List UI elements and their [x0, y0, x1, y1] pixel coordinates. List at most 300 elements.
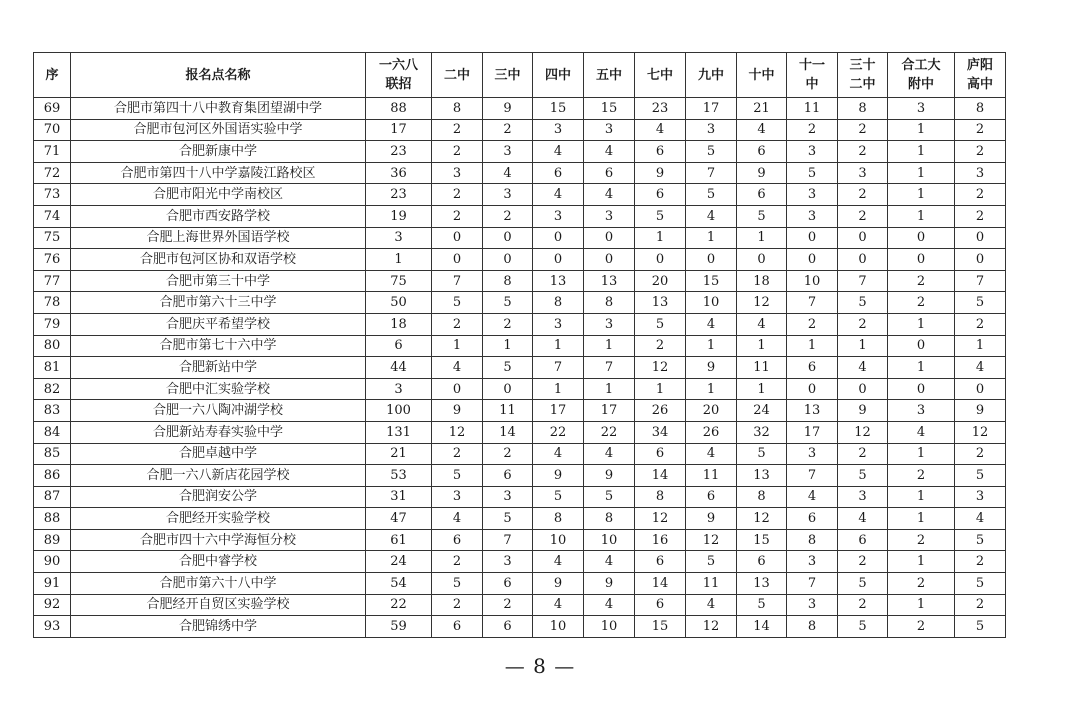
- row-school-name: 合肥新站中学: [71, 357, 366, 379]
- row-seq: 87: [34, 486, 71, 508]
- row-seq: 92: [34, 594, 71, 616]
- row-quota-value: 3: [787, 551, 838, 573]
- row-quota-value: 3: [584, 119, 635, 141]
- row-quota-value: 0: [635, 249, 686, 271]
- row-quota-value: 0: [838, 249, 888, 271]
- row-quota-value: 9: [533, 465, 584, 487]
- row-quota-value: 5: [955, 616, 1006, 638]
- row-school-name: 合肥经开实验学校: [71, 508, 366, 530]
- row-seq: 77: [34, 270, 71, 292]
- row-quota-value: 4: [737, 119, 787, 141]
- row-school-name: 合肥市第三十中学: [71, 270, 366, 292]
- row-quota-value: 0: [955, 249, 1006, 271]
- row-quota-value: 12: [838, 421, 888, 443]
- row-quota-value: 23: [635, 98, 686, 120]
- row-quota-value: 8: [838, 98, 888, 120]
- row-quota-value: 2: [838, 119, 888, 141]
- row-quota-value: 0: [533, 249, 584, 271]
- row-quota-value: 18: [737, 270, 787, 292]
- header-school-name: 报名点名称: [71, 53, 366, 98]
- row-quota-value: 8: [737, 486, 787, 508]
- row-quota-value: 1: [888, 119, 955, 141]
- row-quota-value: 1: [686, 378, 737, 400]
- header-col-line: 庐阳: [966, 58, 993, 73]
- row-quota-value: 7: [584, 357, 635, 379]
- row-quota-value: 2: [483, 443, 533, 465]
- table-row: [34, 508, 1006, 530]
- row-quota-value: 6: [737, 184, 787, 206]
- row-quota-value: 5: [533, 486, 584, 508]
- row-quota-value: 9: [838, 400, 888, 422]
- row-quota-value: 6: [635, 141, 686, 163]
- table-row: [34, 98, 1006, 120]
- row-seq: 80: [34, 335, 71, 357]
- row-school-name: 合肥市阳光中学南校区: [71, 184, 366, 206]
- row-quota-value: 7: [483, 529, 533, 551]
- row-school-name: 合肥新康中学: [71, 141, 366, 163]
- row-quota-value: 14: [635, 465, 686, 487]
- row-seq: 90: [34, 551, 71, 573]
- table-row: [34, 357, 1006, 379]
- row-quota-value: 14: [635, 573, 686, 595]
- row-quota-value: 4: [584, 184, 635, 206]
- header-col-line: 联招: [385, 77, 412, 92]
- row-school-name: 合肥润安公学: [71, 486, 366, 508]
- header-col-line: 三中: [494, 67, 521, 83]
- row-quota-value: 17: [787, 421, 838, 443]
- row-quota-value: 5: [584, 486, 635, 508]
- row-quota-value: 3: [483, 141, 533, 163]
- row-quota-value: 5: [432, 573, 483, 595]
- row-quota-value: 2: [432, 184, 483, 206]
- row-seq: 89: [34, 529, 71, 551]
- row-quota-value: 100: [366, 400, 432, 422]
- row-seq: 79: [34, 313, 71, 335]
- row-seq: 93: [34, 616, 71, 638]
- row-quota-value: 3: [787, 443, 838, 465]
- header-col-line: 十一: [798, 58, 825, 73]
- row-quota-value: 4: [737, 313, 787, 335]
- row-quota-value: 5: [737, 443, 787, 465]
- row-quota-value: 5: [838, 465, 888, 487]
- row-quota-value: 9: [432, 400, 483, 422]
- row-seq: 69: [34, 98, 71, 120]
- table-row: [34, 249, 1006, 271]
- row-quota-value: 5: [635, 205, 686, 227]
- header-col: [635, 53, 686, 98]
- row-quota-value: 2: [955, 184, 1006, 206]
- table-row: [34, 465, 1006, 487]
- row-quota-value: 6: [635, 551, 686, 573]
- row-quota-value: 20: [635, 270, 686, 292]
- row-quota-value: 13: [533, 270, 584, 292]
- row-quota-value: 2: [432, 551, 483, 573]
- row-quota-value: 2: [483, 205, 533, 227]
- row-quota-value: 9: [533, 573, 584, 595]
- row-quota-value: 6: [483, 573, 533, 595]
- row-quota-value: 11: [787, 98, 838, 120]
- row-quota-value: 4: [686, 443, 737, 465]
- row-quota-value: 2: [955, 119, 1006, 141]
- row-quota-value: 0: [888, 335, 955, 357]
- row-quota-value: 10: [584, 616, 635, 638]
- row-quota-value: 0: [888, 378, 955, 400]
- row-quota-value: 11: [686, 573, 737, 595]
- row-quota-value: 1: [686, 335, 737, 357]
- row-quota-value: 3: [533, 119, 584, 141]
- row-quota-value: 2: [955, 205, 1006, 227]
- table-row: [34, 119, 1006, 141]
- quota-table-container: [33, 52, 1006, 638]
- header-col: [686, 53, 737, 98]
- table-row: [34, 335, 1006, 357]
- row-quota-value: 2: [483, 119, 533, 141]
- row-quota-value: 22: [533, 421, 584, 443]
- row-quota-value: 10: [584, 529, 635, 551]
- row-quota-value: 17: [584, 400, 635, 422]
- row-quota-value: 88: [366, 98, 432, 120]
- row-seq: 84: [34, 421, 71, 443]
- row-quota-value: 3: [432, 162, 483, 184]
- row-quota-value: 2: [888, 529, 955, 551]
- row-quota-value: 1: [888, 141, 955, 163]
- row-quota-value: 1: [888, 486, 955, 508]
- row-quota-value: 4: [533, 141, 584, 163]
- row-quota-value: 3: [838, 162, 888, 184]
- row-seq: 82: [34, 378, 71, 400]
- row-quota-value: 22: [584, 421, 635, 443]
- table-row: [34, 313, 1006, 335]
- page-number: — 8 —: [504, 654, 576, 678]
- row-quota-value: 21: [366, 443, 432, 465]
- row-quota-value: 8: [787, 616, 838, 638]
- header-col-line: 五中: [595, 67, 622, 83]
- row-school-name: 合肥经开自贸区实验学校: [71, 594, 366, 616]
- row-quota-value: 5: [737, 205, 787, 227]
- row-quota-value: 3: [955, 162, 1006, 184]
- row-quota-value: 12: [635, 357, 686, 379]
- table-header-row: [34, 53, 1006, 98]
- header-col: [787, 53, 838, 98]
- row-quota-value: 1: [888, 357, 955, 379]
- row-school-name: 合肥市第四十八中学嘉陵江路校区: [71, 162, 366, 184]
- row-seq: 91: [34, 573, 71, 595]
- row-quota-value: 2: [888, 573, 955, 595]
- row-quota-value: 24: [737, 400, 787, 422]
- row-quota-value: 6: [686, 486, 737, 508]
- row-quota-value: 0: [533, 227, 584, 249]
- row-quota-value: 17: [366, 119, 432, 141]
- row-quota-value: 1: [584, 335, 635, 357]
- row-seq: 86: [34, 465, 71, 487]
- row-quota-value: 36: [366, 162, 432, 184]
- row-quota-value: 9: [737, 162, 787, 184]
- row-quota-value: 0: [888, 227, 955, 249]
- table-row: [34, 270, 1006, 292]
- row-quota-value: 5: [686, 551, 737, 573]
- row-seq: 71: [34, 141, 71, 163]
- header-col-line: 十中: [748, 67, 775, 83]
- row-seq: 88: [34, 508, 71, 530]
- quota-table: [33, 52, 1006, 638]
- row-quota-value: 14: [483, 421, 533, 443]
- row-quota-value: 3: [533, 205, 584, 227]
- row-quota-value: 7: [787, 465, 838, 487]
- row-quota-value: 10: [686, 292, 737, 314]
- row-quota-value: 3: [432, 486, 483, 508]
- row-quota-value: 1: [366, 249, 432, 271]
- row-quota-value: 2: [432, 313, 483, 335]
- header-col: [533, 53, 584, 98]
- row-quota-value: 32: [737, 421, 787, 443]
- row-quota-value: 13: [737, 573, 787, 595]
- row-quota-value: 10: [533, 529, 584, 551]
- row-school-name: 合肥上海世界外国语学校: [71, 227, 366, 249]
- row-quota-value: 3: [955, 486, 1006, 508]
- row-quota-value: 4: [432, 508, 483, 530]
- row-quota-value: 0: [787, 249, 838, 271]
- table-row: [34, 400, 1006, 422]
- row-quota-value: 0: [432, 227, 483, 249]
- row-quota-value: 3: [584, 313, 635, 335]
- row-quota-value: 34: [635, 421, 686, 443]
- row-school-name: 合肥市第六十三中学: [71, 292, 366, 314]
- row-quota-value: 9: [584, 573, 635, 595]
- row-quota-value: 2: [787, 119, 838, 141]
- row-quota-value: 4: [432, 357, 483, 379]
- row-quota-value: 2: [888, 616, 955, 638]
- table-row: [34, 443, 1006, 465]
- table-row: [34, 205, 1006, 227]
- row-quota-value: 2: [838, 205, 888, 227]
- row-quota-value: 5: [955, 529, 1006, 551]
- row-quota-value: 2: [838, 184, 888, 206]
- row-school-name: 合肥市第六十八中学: [71, 573, 366, 595]
- row-seq: 78: [34, 292, 71, 314]
- table-row: [34, 616, 1006, 638]
- row-quota-value: 7: [533, 357, 584, 379]
- row-quota-value: 13: [737, 465, 787, 487]
- row-quota-value: 13: [584, 270, 635, 292]
- row-quota-value: 9: [686, 357, 737, 379]
- row-quota-value: 1: [955, 335, 1006, 357]
- row-quota-value: 6: [483, 616, 533, 638]
- row-quota-value: 6: [584, 162, 635, 184]
- row-quota-value: 2: [838, 443, 888, 465]
- row-quota-value: 3: [686, 119, 737, 141]
- row-school-name: 合肥市西安路学校: [71, 205, 366, 227]
- row-quota-value: 4: [584, 443, 635, 465]
- row-quota-value: 5: [838, 292, 888, 314]
- row-quota-value: 1: [533, 335, 584, 357]
- row-quota-value: 6: [432, 616, 483, 638]
- row-quota-value: 12: [686, 529, 737, 551]
- row-quota-value: 6: [737, 551, 787, 573]
- table-row: [34, 486, 1006, 508]
- table-row: [34, 141, 1006, 163]
- row-quota-value: 16: [635, 529, 686, 551]
- row-quota-value: 23: [366, 184, 432, 206]
- row-quota-value: 131: [366, 421, 432, 443]
- row-quota-value: 15: [533, 98, 584, 120]
- row-seq: 72: [34, 162, 71, 184]
- header-col: [888, 53, 955, 98]
- header-col-line: 附中: [907, 77, 934, 92]
- row-quota-value: 2: [432, 594, 483, 616]
- row-quota-value: 8: [787, 529, 838, 551]
- row-quota-value: 6: [787, 508, 838, 530]
- row-quota-value: 75: [366, 270, 432, 292]
- row-quota-value: 4: [533, 443, 584, 465]
- row-quota-value: 2: [635, 335, 686, 357]
- row-quota-value: 9: [483, 98, 533, 120]
- row-quota-value: 1: [737, 227, 787, 249]
- table-row: [34, 551, 1006, 573]
- row-quota-value: 4: [584, 594, 635, 616]
- row-quota-value: 2: [432, 119, 483, 141]
- row-quota-value: 3: [838, 486, 888, 508]
- row-school-name: 合肥一六八陶冲湖学校: [71, 400, 366, 422]
- row-quota-value: 6: [432, 529, 483, 551]
- row-quota-value: 2: [955, 141, 1006, 163]
- row-quota-value: 3: [584, 205, 635, 227]
- row-quota-value: 19: [366, 205, 432, 227]
- row-quota-value: 12: [432, 421, 483, 443]
- header-col-line: 二中: [849, 77, 876, 92]
- row-quota-value: 2: [955, 313, 1006, 335]
- row-quota-value: 9: [686, 508, 737, 530]
- row-quota-value: 1: [888, 508, 955, 530]
- row-seq: 70: [34, 119, 71, 141]
- header-col-line: 中: [805, 77, 819, 92]
- row-school-name: 合肥新站寿春实验中学: [71, 421, 366, 443]
- row-quota-value: 8: [955, 98, 1006, 120]
- row-quota-value: 4: [584, 551, 635, 573]
- row-quota-value: 6: [787, 357, 838, 379]
- row-school-name: 合肥市包河区协和双语学校: [71, 249, 366, 271]
- row-quota-value: 21: [737, 98, 787, 120]
- row-quota-value: 8: [533, 508, 584, 530]
- row-seq: 83: [34, 400, 71, 422]
- row-quota-value: 4: [584, 141, 635, 163]
- header-col: [955, 53, 1006, 98]
- row-quota-value: 3: [787, 141, 838, 163]
- table-row: [34, 184, 1006, 206]
- row-quota-value: 2: [888, 465, 955, 487]
- row-quota-value: 9: [584, 465, 635, 487]
- row-seq: 81: [34, 357, 71, 379]
- row-quota-value: 4: [838, 357, 888, 379]
- row-quota-value: 0: [955, 378, 1006, 400]
- row-quota-value: 5: [838, 573, 888, 595]
- row-quota-value: 1: [635, 378, 686, 400]
- row-quota-value: 2: [787, 313, 838, 335]
- table-row: [34, 227, 1006, 249]
- row-quota-value: 3: [787, 594, 838, 616]
- row-quota-value: 59: [366, 616, 432, 638]
- row-quota-value: 1: [888, 162, 955, 184]
- header-col: [838, 53, 888, 98]
- row-quota-value: 1: [888, 184, 955, 206]
- row-quota-value: 0: [838, 227, 888, 249]
- row-quota-value: 7: [432, 270, 483, 292]
- row-quota-value: 24: [366, 551, 432, 573]
- row-quota-value: 0: [483, 249, 533, 271]
- row-quota-value: 12: [737, 292, 787, 314]
- row-quota-value: 7: [686, 162, 737, 184]
- row-quota-value: 0: [483, 227, 533, 249]
- row-quota-value: 3: [483, 184, 533, 206]
- row-quota-value: 2: [955, 443, 1006, 465]
- row-quota-value: 5: [686, 184, 737, 206]
- row-quota-value: 5: [635, 313, 686, 335]
- header-col-line: 三十: [849, 58, 876, 73]
- row-quota-value: 1: [838, 335, 888, 357]
- row-seq: 73: [34, 184, 71, 206]
- row-quota-value: 6: [533, 162, 584, 184]
- row-quota-value: 15: [686, 270, 737, 292]
- row-quota-value: 15: [635, 616, 686, 638]
- row-quota-value: 7: [787, 573, 838, 595]
- row-quota-value: 5: [432, 292, 483, 314]
- row-quota-value: 0: [955, 227, 1006, 249]
- row-quota-value: 47: [366, 508, 432, 530]
- row-quota-value: 0: [737, 249, 787, 271]
- row-quota-value: 2: [432, 443, 483, 465]
- row-school-name: 合肥中睿学校: [71, 551, 366, 573]
- row-quota-value: 5: [483, 508, 533, 530]
- row-quota-value: 2: [838, 141, 888, 163]
- row-quota-value: 10: [533, 616, 584, 638]
- row-quota-value: 61: [366, 529, 432, 551]
- table-row: [34, 421, 1006, 443]
- row-quota-value: 12: [635, 508, 686, 530]
- row-quota-value: 6: [483, 465, 533, 487]
- row-quota-value: 0: [584, 227, 635, 249]
- row-quota-value: 3: [366, 378, 432, 400]
- row-quota-value: 1: [888, 594, 955, 616]
- row-seq: 75: [34, 227, 71, 249]
- row-quota-value: 1: [686, 227, 737, 249]
- table-row: [34, 529, 1006, 551]
- row-quota-value: 2: [888, 270, 955, 292]
- table-row: [34, 573, 1006, 595]
- row-quota-value: 4: [955, 508, 1006, 530]
- row-quota-value: 5: [787, 162, 838, 184]
- table-row: [34, 378, 1006, 400]
- row-quota-value: 1: [584, 378, 635, 400]
- table-row: [34, 292, 1006, 314]
- row-quota-value: 8: [483, 270, 533, 292]
- row-quota-value: 9: [635, 162, 686, 184]
- row-quota-value: 4: [686, 594, 737, 616]
- table-row: [34, 162, 1006, 184]
- row-quota-value: 6: [635, 443, 686, 465]
- row-quota-value: 4: [888, 421, 955, 443]
- row-quota-value: 26: [686, 421, 737, 443]
- row-quota-value: 13: [787, 400, 838, 422]
- row-quota-value: 20: [686, 400, 737, 422]
- row-quota-value: 7: [955, 270, 1006, 292]
- row-quota-value: 2: [888, 292, 955, 314]
- row-quota-value: 5: [686, 141, 737, 163]
- row-quota-value: 22: [366, 594, 432, 616]
- row-quota-value: 1: [533, 378, 584, 400]
- header-col-line: 四中: [544, 67, 571, 83]
- header-col: [584, 53, 635, 98]
- row-quota-value: 3: [533, 313, 584, 335]
- row-quota-value: 50: [366, 292, 432, 314]
